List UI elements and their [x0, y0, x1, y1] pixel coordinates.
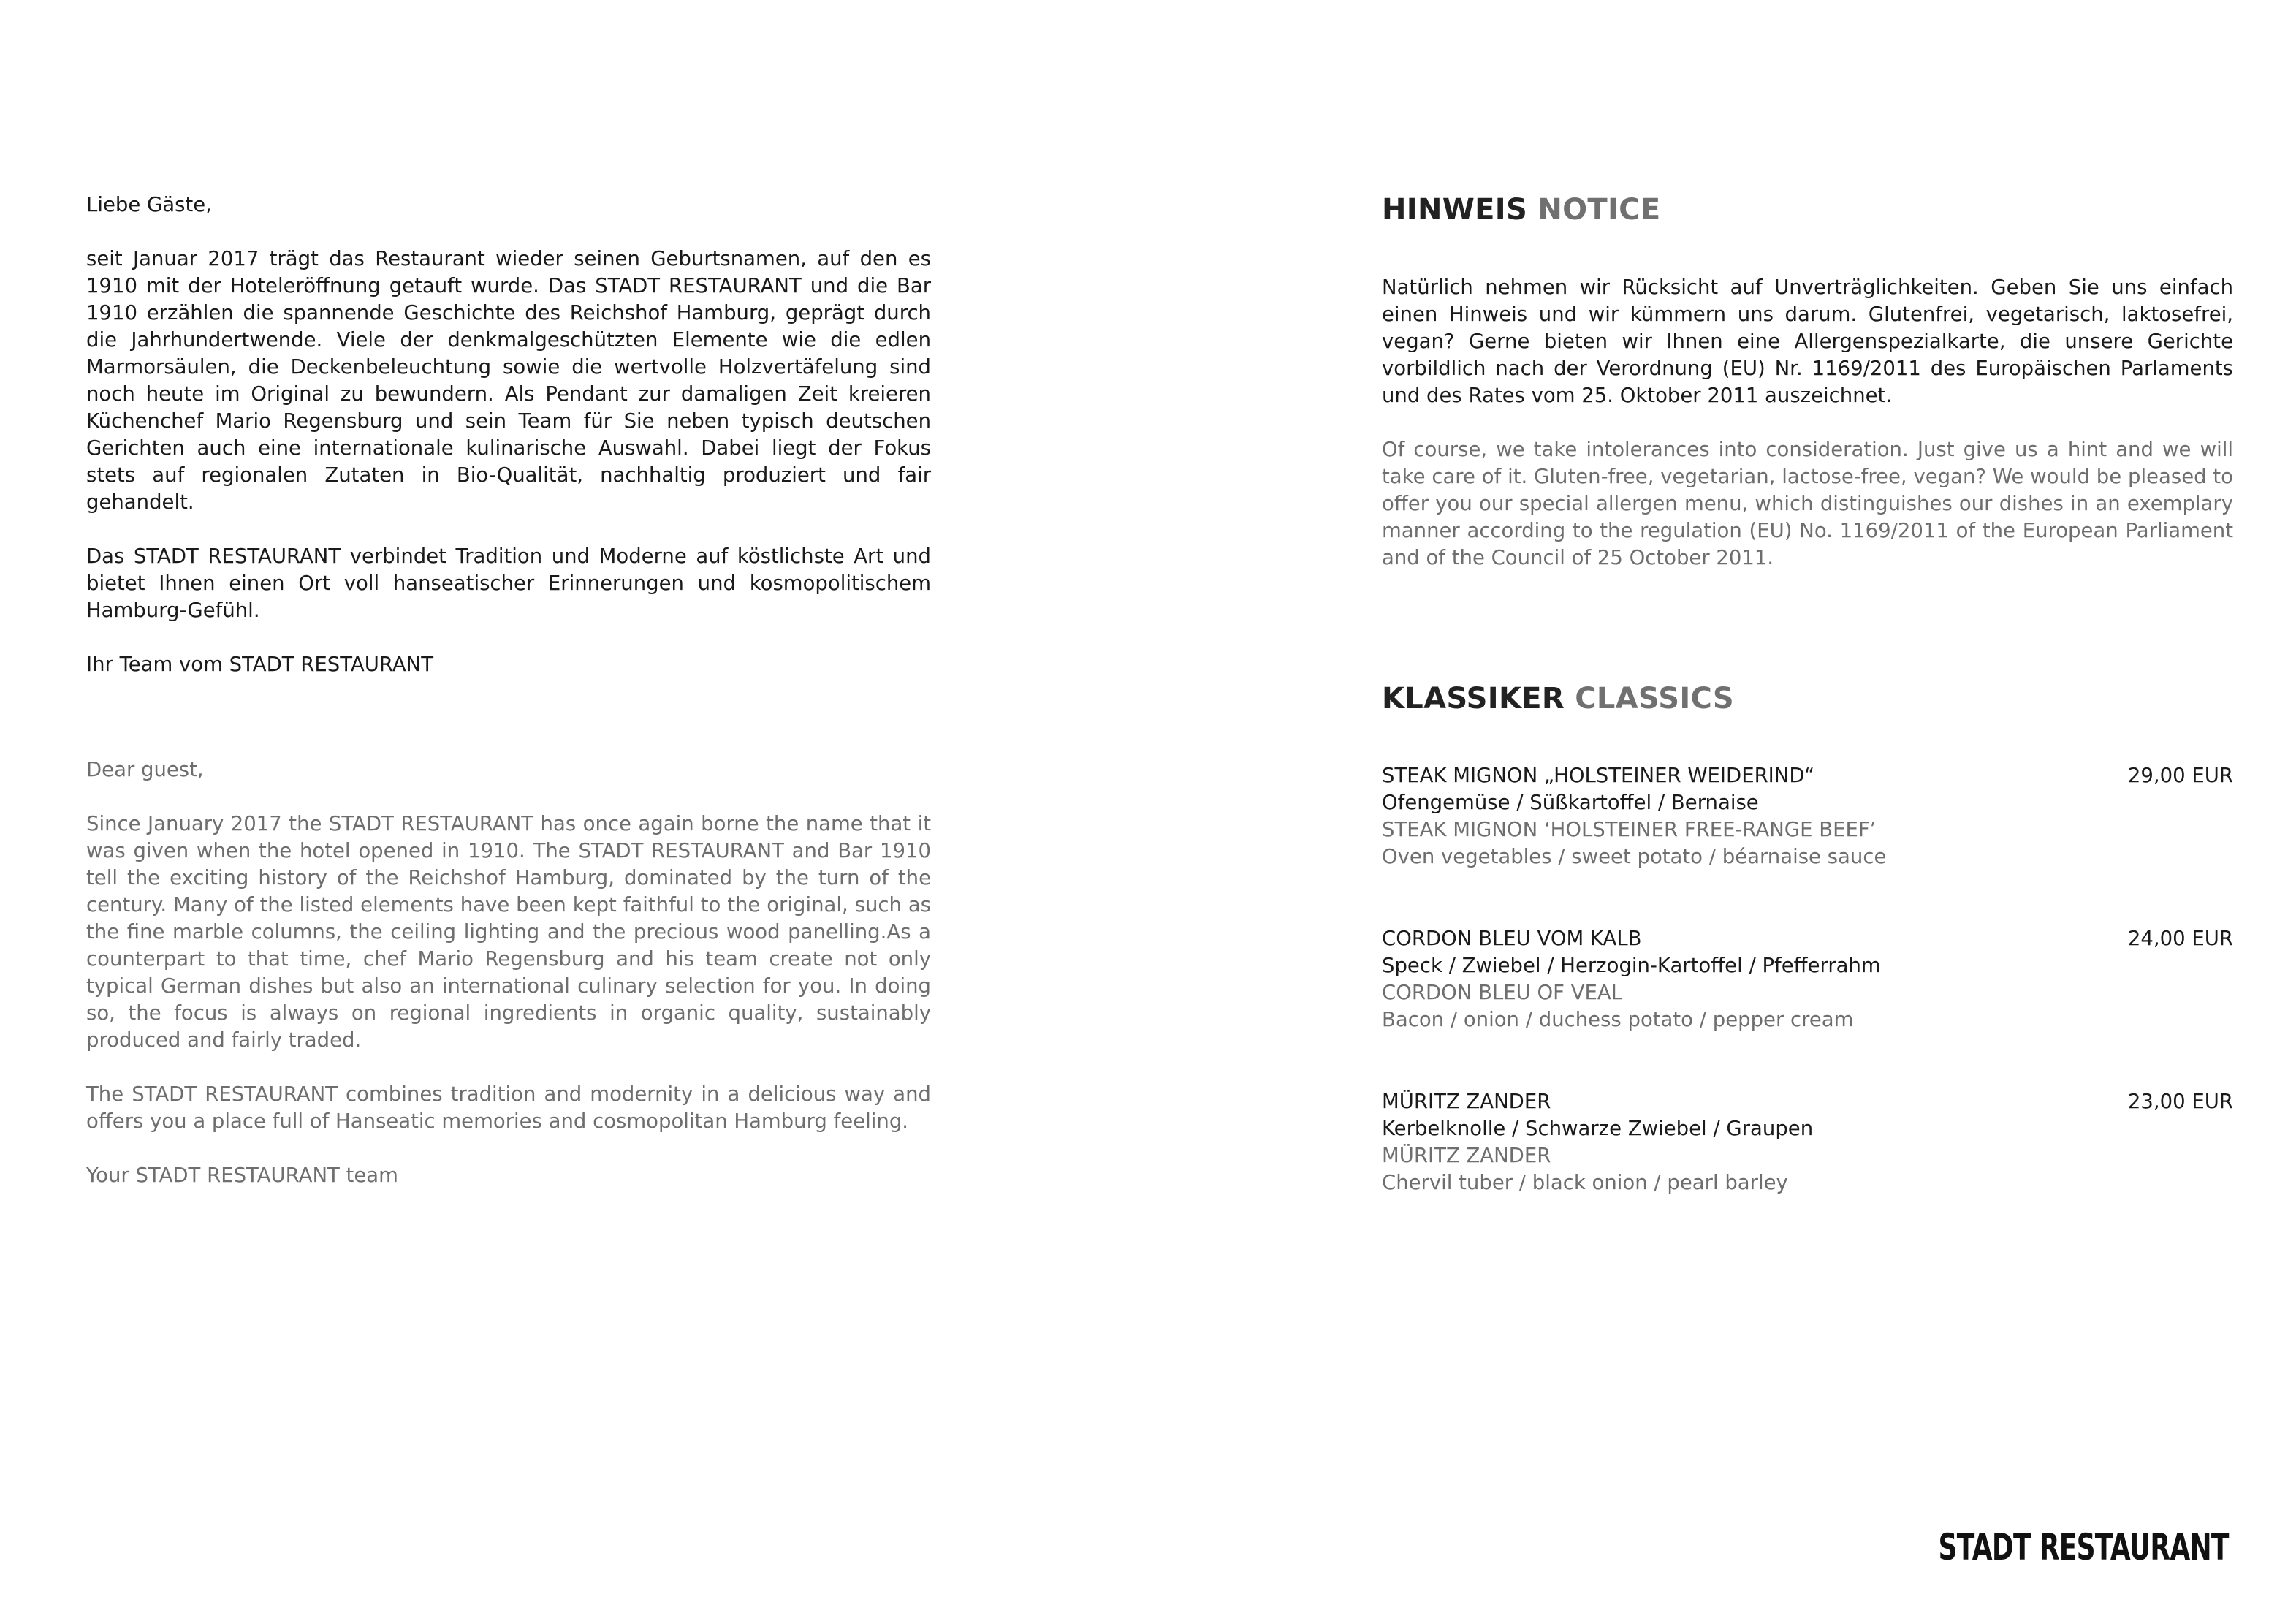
- notice-heading: [1382, 191, 2233, 228]
- classics-heading: [1382, 680, 2233, 717]
- classics-heading-de: KLASSIKER: [1382, 682, 1565, 716]
- dish-price: 29,00 EUR: [2127, 764, 2233, 787]
- dish-sides-en: Oven vegetables / sweet potato / béarnaise sauce: [1382, 845, 1887, 868]
- dish-name-de: MÜRITZ ZANDER: [1382, 1090, 1551, 1113]
- dish-sides-en: Bacon / onion / duchess potato / pepper cream: [1382, 1008, 1854, 1031]
- dish-sides-en: Chervil tuber / black onion / pearl barley: [1382, 1171, 1788, 1194]
- menu-column: [1382, 191, 2233, 1196]
- notice-heading-en: NOTICE: [1537, 193, 1661, 227]
- greeting-en: Dear guest,: [86, 758, 204, 781]
- intro-paragraph-de-2: Das STADT RESTAURANT verbindet Tradition und Moderne auf köstlichste Art und bietet Ihnen einen Ort voll hanseatischer Erinnerungen und kosmopolitischem Hamburg-Gefühl.: [86, 545, 931, 622]
- dish-price: 23,00 EUR: [2127, 1090, 2233, 1113]
- menu-item: [1382, 1088, 2233, 1196]
- intro-paragraph-de-1: seit Januar 2017 trägt das Restaurant wieder seinen Geburtsnamen, auf den es 1910 mit der Hoteleröffnung getauft wurde. Das STADT RESTAURANT und die Bar 1910 erzählen die spannende Geschichte des Reichshof Hamburg, geprägt durch die Jahrhundertwende. Viele der denkmalgeschützten Elemente wie die edlen Marmorsäulen, die Deckenbeleuchtung sowie die wertvolle Holzvertäfelung sind noch heute im Original zu bewundern. Als Pendant zur damaligen Zeit kreieren Küchenchef Mario Regensburg und sein Team für Sie neben typisch deutschen Gerichten auch eine internationale kulinarische Auswahl. Dabei liegt der Fokus stets auf regionalen Zutaten in Bio-Qualität, nachhaltig produziert und fair gehandelt.: [86, 247, 931, 514]
- notice-heading-de: HINWEIS: [1382, 193, 1528, 227]
- signoff-en: Your STADT RESTAURANT team: [86, 1164, 398, 1187]
- intro-paragraph-en-2: The STADT RESTAURANT combines tradition and modernity in a delicious way and offers you a place full of Hanseatic memories and cosmopolitan Hamburg feeling.: [86, 1082, 931, 1133]
- dish-name-en: STEAK MIGNON ‘HOLSTEINER FREE-RANGE BEEF’: [1382, 818, 1877, 841]
- restaurant-logo: STADT RESTAURANT: [1938, 1526, 2229, 1568]
- menu-item: [1382, 762, 2233, 870]
- dish-name-de: STEAK MIGNON „HOLSTEINER WEIDERIND“: [1382, 764, 1815, 787]
- intro-column: [86, 191, 931, 1216]
- dish-sides-de: Speck / Zwiebel / Herzogin-Kartoffel / Pfefferrahm: [1382, 954, 1881, 977]
- notice-text-de: Natürlich nehmen wir Rücksicht auf Unverträglichkeiten. Geben Sie uns einfach einen Hinweis und wir kümmern uns darum. Glutenfrei, vegetarisch, laktosefrei, vegan? Gerne bieten wir Ihnen eine Allergenspezialkarte, die unsere Gerichte vorbildlich nach der Verordnung (EU) Nr. 1169/2011 des Europäischen Parlaments und des Rates vom 25. Oktober 2011 auszeichnet.: [1382, 276, 2233, 407]
- dish-price: 24,00 EUR: [2127, 927, 2233, 950]
- dish-sides-de: Ofengemüse / Süßkartoffel / Bernaise: [1382, 791, 1759, 814]
- signoff-de: Ihr Team vom STADT RESTAURANT: [86, 653, 434, 676]
- menu-item: [1382, 925, 2233, 1033]
- notice-text-en: Of course, we take intolerances into consideration. Just give us a hint and we will take care of it. Gluten-free, vegetarian, lactose-free, vegan? We would be pleased to offer you our special allergen menu, which distinguishes our dishes in an exemplary manner according to the regulation (EU) No. 1169/2011 of the European Parliament and of the Council of 25 October 2011.: [1382, 438, 2233, 569]
- dish-name-en: CORDON BLEU OF VEAL: [1382, 981, 1623, 1004]
- greeting-de: Liebe Gäste,: [86, 193, 212, 216]
- intro-paragraph-en-1: Since January 2017 the STADT RESTAURANT has once again borne the name that it was given when the hotel opened in 1910. The STADT RESTAURANT and Bar 1910 tell the exciting history of the Reichshof Hamburg, dominated by the turn of the century. Many of the listed elements have been kept faithful to the original, such as the fine marble columns, the ceiling lighting and the precious wood panelling.As a counterpart to that time, chef Mario Regensburg and his team create not only typical German dishes but also an international culinary selection for you. In doing so, the focus is always on regional ingredients in organic quality, sustainably produced and fairly traded.: [86, 812, 931, 1052]
- dish-name-de: CORDON BLEU VOM KALB: [1382, 927, 1642, 950]
- section-gap: [86, 705, 931, 756]
- dish-sides-de: Kerbelknolle / Schwarze Zwiebel / Graupen: [1382, 1117, 1814, 1140]
- dish-name-en: MÜRITZ ZANDER: [1382, 1144, 1551, 1167]
- classics-heading-en: CLASSICS: [1575, 682, 1735, 716]
